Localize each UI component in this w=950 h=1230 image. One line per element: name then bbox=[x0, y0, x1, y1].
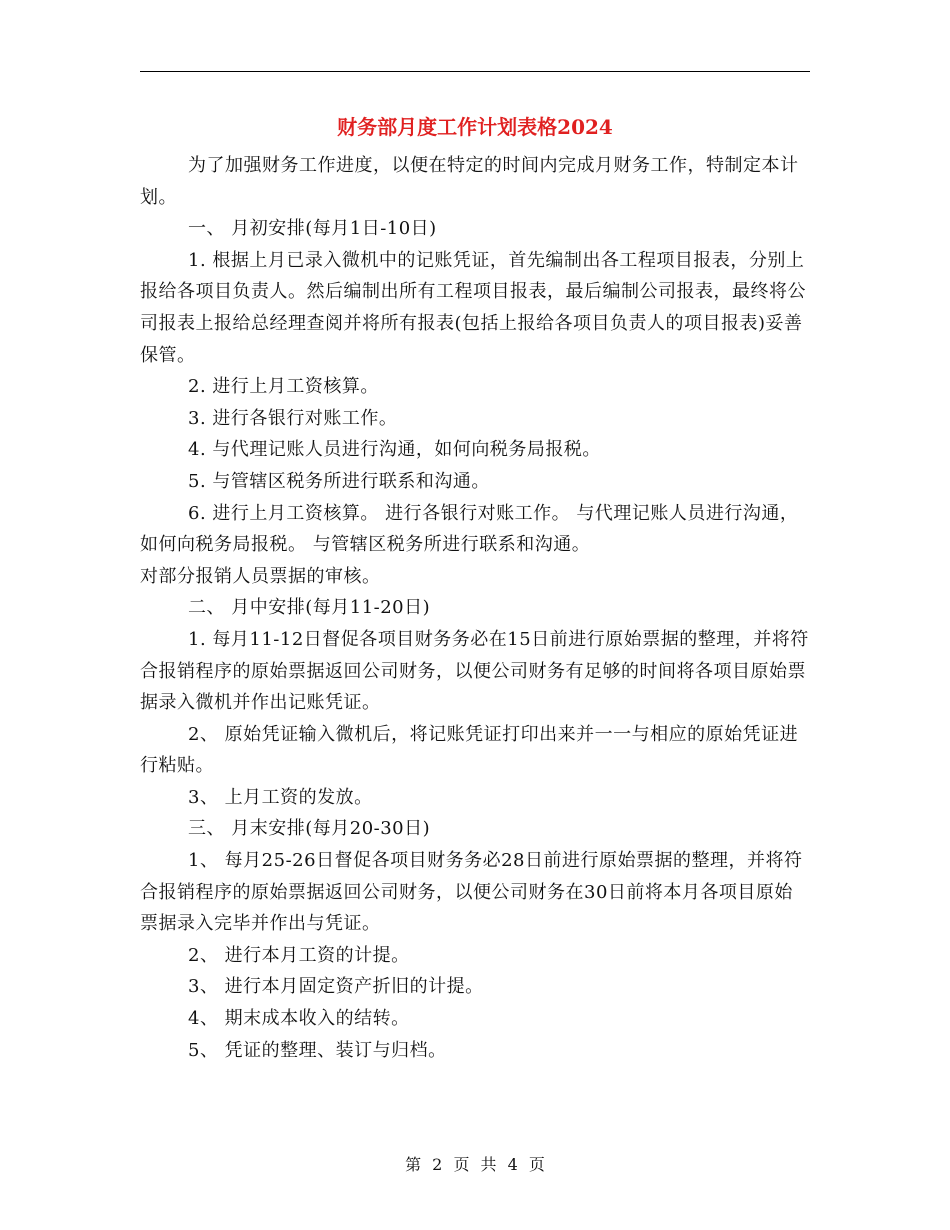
list-item: 5、 凭证的整理、装订与归档。 bbox=[188, 1039, 447, 1061]
page-number-footer: 第 2 页 共 4 页 bbox=[405, 1155, 545, 1174]
list-item: 3、 上月工资的发放。 bbox=[188, 786, 373, 808]
list-item: 3、 进行本月固定资产折旧的计提。 bbox=[188, 976, 484, 998]
section-heading-mid-month: 二、 月中安排(每月11-20日) bbox=[188, 597, 431, 619]
document-title: 财务部月度工作计划表格2024 bbox=[337, 115, 613, 139]
header-rule bbox=[140, 71, 810, 72]
list-item: 6. 进行上月工资核算。 进行各银行对账工作。 与代理记账人员进行沟通，如何向税务局报税。 与管辖区税务所进行联系和沟通。 bbox=[140, 502, 799, 556]
list-item: 5. 与管辖区税务所进行联系和沟通。 bbox=[188, 470, 490, 492]
section-heading-early-month: 一、 月初安排(每月1日-10日) bbox=[188, 218, 437, 240]
section-heading-end-month: 三、 月末安排(每月20-30日) bbox=[188, 818, 431, 840]
list-item: 1. 根据上月已录入微机中的记账凭证，首先编制出各工程项目报表，分别上报给各项目负责人。然后编制出所有工程项目报表，最后编制公司报表，最终将公司报表上报给总经理查阅并将所有报表(包括上报给各项目负责人的项目报表)妥善保管。 bbox=[140, 249, 806, 366]
list-item: 1. 每月11-12日督促各项目财务务必在15日前进行原始票据的整理，并将符合报销程序的原始票据返回公司财务，以便公司财务有足够的时间将各项目原始票据录入微机并作出记账凭证。 bbox=[140, 628, 809, 714]
list-item: 4、 期末成本收入的结转。 bbox=[188, 1008, 410, 1030]
list-item: 3. 进行各银行对账工作。 bbox=[188, 407, 398, 429]
intro-paragraph: 为了加强财务工作进度，以便在特定的时间内完成月财务工作，特制定本计划。 bbox=[140, 155, 799, 208]
list-item: 2. 进行上月工资核算。 bbox=[188, 376, 379, 398]
list-item: 4. 与代理记账人员进行沟通，如何向税务局报税。 bbox=[188, 439, 601, 461]
document-body bbox=[140, 150, 810, 1066]
list-item: 2、 原始凭证输入微机后，将记账凭证打印出来并一一与相应的原始凭证进行粘贴。 bbox=[140, 723, 799, 777]
list-item: 2、 进行本月工资的计提。 bbox=[188, 944, 410, 966]
list-item-continuation: 对部分报销人员票据的审核。 bbox=[140, 565, 381, 587]
list-item: 1、 每月25-26日督促各项目财务务必28日前进行原始票据的整理，并将符合报销程序的原始票据返回公司财务，以便公司财务在30日前将本月各项目原始票据录入完毕并作出与凭证。 bbox=[140, 850, 803, 935]
